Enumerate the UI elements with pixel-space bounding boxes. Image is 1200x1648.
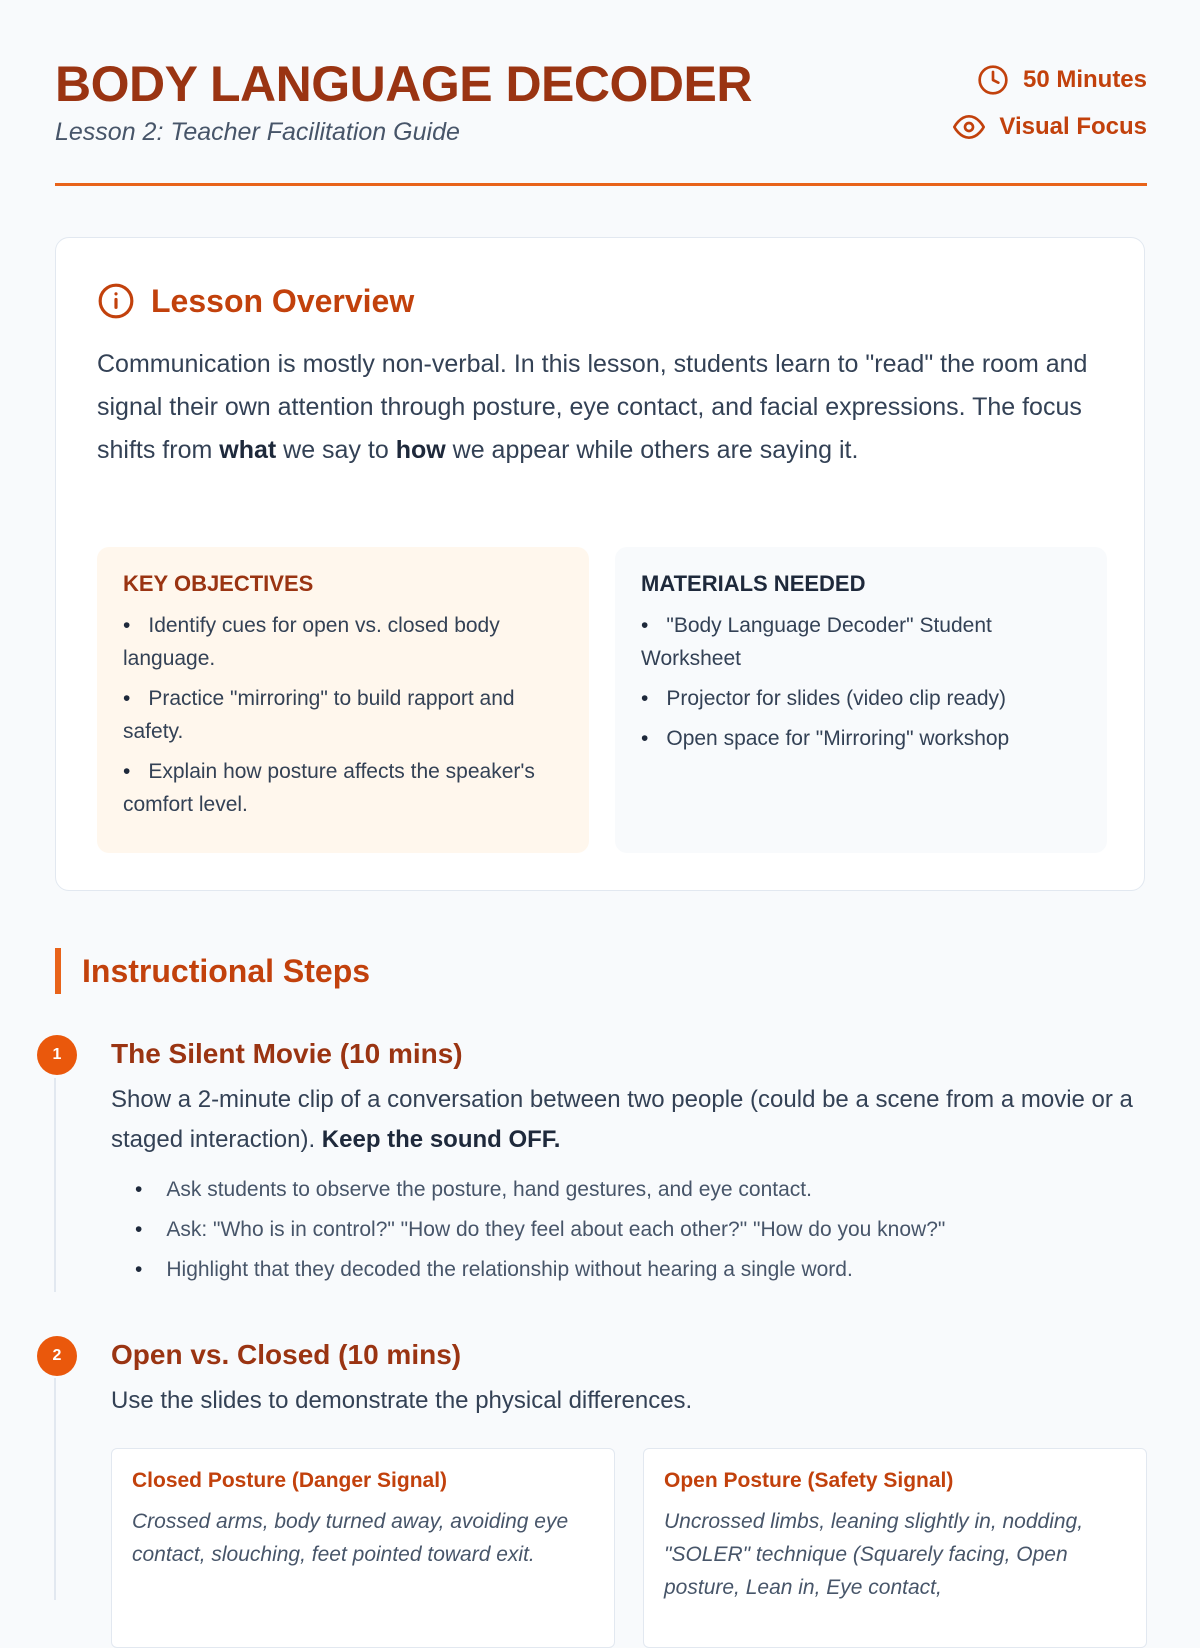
overview-text-part: we appear while others are saying it.: [445, 436, 859, 464]
objective-item: • Explain how posture affects the speaker's comfort level.: [123, 755, 563, 821]
material-item: • "Body Language Decoder" Student Worksheet: [641, 609, 1081, 675]
objective-item: • Identify cues for open vs. closed body language.: [123, 609, 563, 675]
materials-list: [641, 609, 1081, 755]
step-bullet: • Ask students to observe the posture, hand gestures, and eye contact.: [135, 1170, 1147, 1210]
page-header: [55, 0, 1147, 186]
focus-meta: [953, 109, 1147, 145]
step-2-number: 2: [37, 1336, 77, 1376]
lesson-overview-card: [55, 237, 1145, 891]
materials-needed-title: MATERIALS NEEDED: [641, 571, 866, 596]
overview-text: [97, 343, 1097, 472]
open-posture-title: Open Posture (Safety Signal): [664, 1469, 954, 1492]
overview-heading: [97, 282, 414, 320]
instructional-steps-title: Instructional Steps: [82, 952, 371, 989]
step-bullet: • Ask: "Who is in control?" "How do they feel about each other?" "How do you know?": [135, 1210, 1147, 1250]
open-posture-text: Uncrossed limbs, leaning slightly in, nodding, "SOLER" technique (Squarely facing, Open posture, Lean in, Eye contact,: [664, 1510, 1084, 1599]
step-1-text-emphasis: Keep the sound OFF.: [321, 1126, 561, 1153]
material-item: • Open space for "Mirroring" workshop: [641, 722, 1081, 755]
step-1-bullets: [111, 1170, 1147, 1290]
step-1-text: [111, 1080, 1147, 1160]
duration-meta: [953, 62, 1147, 98]
step-bullet: • Highlight that they decoded the relationship without hearing a single word.: [135, 1250, 1147, 1290]
focus-label: Visual Focus: [999, 113, 1147, 140]
page-subtitle: Lesson 2: Teacher Facilitation Guide: [55, 118, 460, 146]
eye-icon: [953, 111, 985, 143]
page: [55, 0, 1147, 989]
step-2: [111, 1339, 1147, 1421]
step-1-text-main: Show a 2-minute clip of a conversation between two people (could be a scene from a movie or a staged interaction).: [111, 1086, 1133, 1153]
posture-comparison: [111, 1448, 1147, 1648]
key-objectives-list: [123, 609, 563, 821]
key-objectives-box: [97, 547, 589, 853]
step-1-number: 1: [37, 1035, 77, 1075]
step-2-title: Open vs. Closed (10 mins): [111, 1339, 462, 1370]
key-objectives-title: KEY OBJECTIVES: [123, 571, 314, 596]
overview-emphasis-what: what: [219, 436, 277, 464]
overview-text-part: we say to: [276, 436, 396, 464]
material-item: • Projector for slides (video clip ready): [641, 682, 1081, 715]
materials-needed-box: [615, 547, 1107, 853]
step-1-timeline: [54, 1078, 56, 1292]
closed-posture-title: Closed Posture (Danger Signal): [132, 1469, 448, 1492]
closed-posture-card: [111, 1448, 615, 1648]
closed-posture-text: Crossed arms, body turned away, avoiding eye contact, slouching, feet pointed toward exit.: [132, 1510, 569, 1566]
clock-icon: [977, 64, 1009, 96]
page-title: BODY LANGUAGE DECODER: [55, 56, 752, 112]
step-2-timeline: [54, 1378, 56, 1600]
step-1-title: The Silent Movie (10 mins): [111, 1038, 463, 1069]
overview-title: Lesson Overview: [151, 282, 415, 319]
step-1: [111, 1038, 1147, 1290]
overview-emphasis-how: how: [395, 436, 446, 464]
instructional-steps-heading: [55, 948, 370, 994]
info-icon: [97, 282, 135, 320]
duration-label: 50 Minutes: [1022, 66, 1147, 93]
open-posture-card: [643, 1448, 1147, 1648]
lesson-meta: [953, 62, 1147, 156]
step-2-text: Use the slides to demonstrate the physical differences.: [111, 1387, 693, 1414]
overview-text-part: Communication is mostly non-verbal. In this lesson, students learn to "read" the room and signal their own attention through posture, eye contact, and facial expressions. The focus shifts from: [97, 350, 1088, 464]
objective-item: • Practice "mirroring" to build rapport and safety.: [123, 682, 563, 748]
